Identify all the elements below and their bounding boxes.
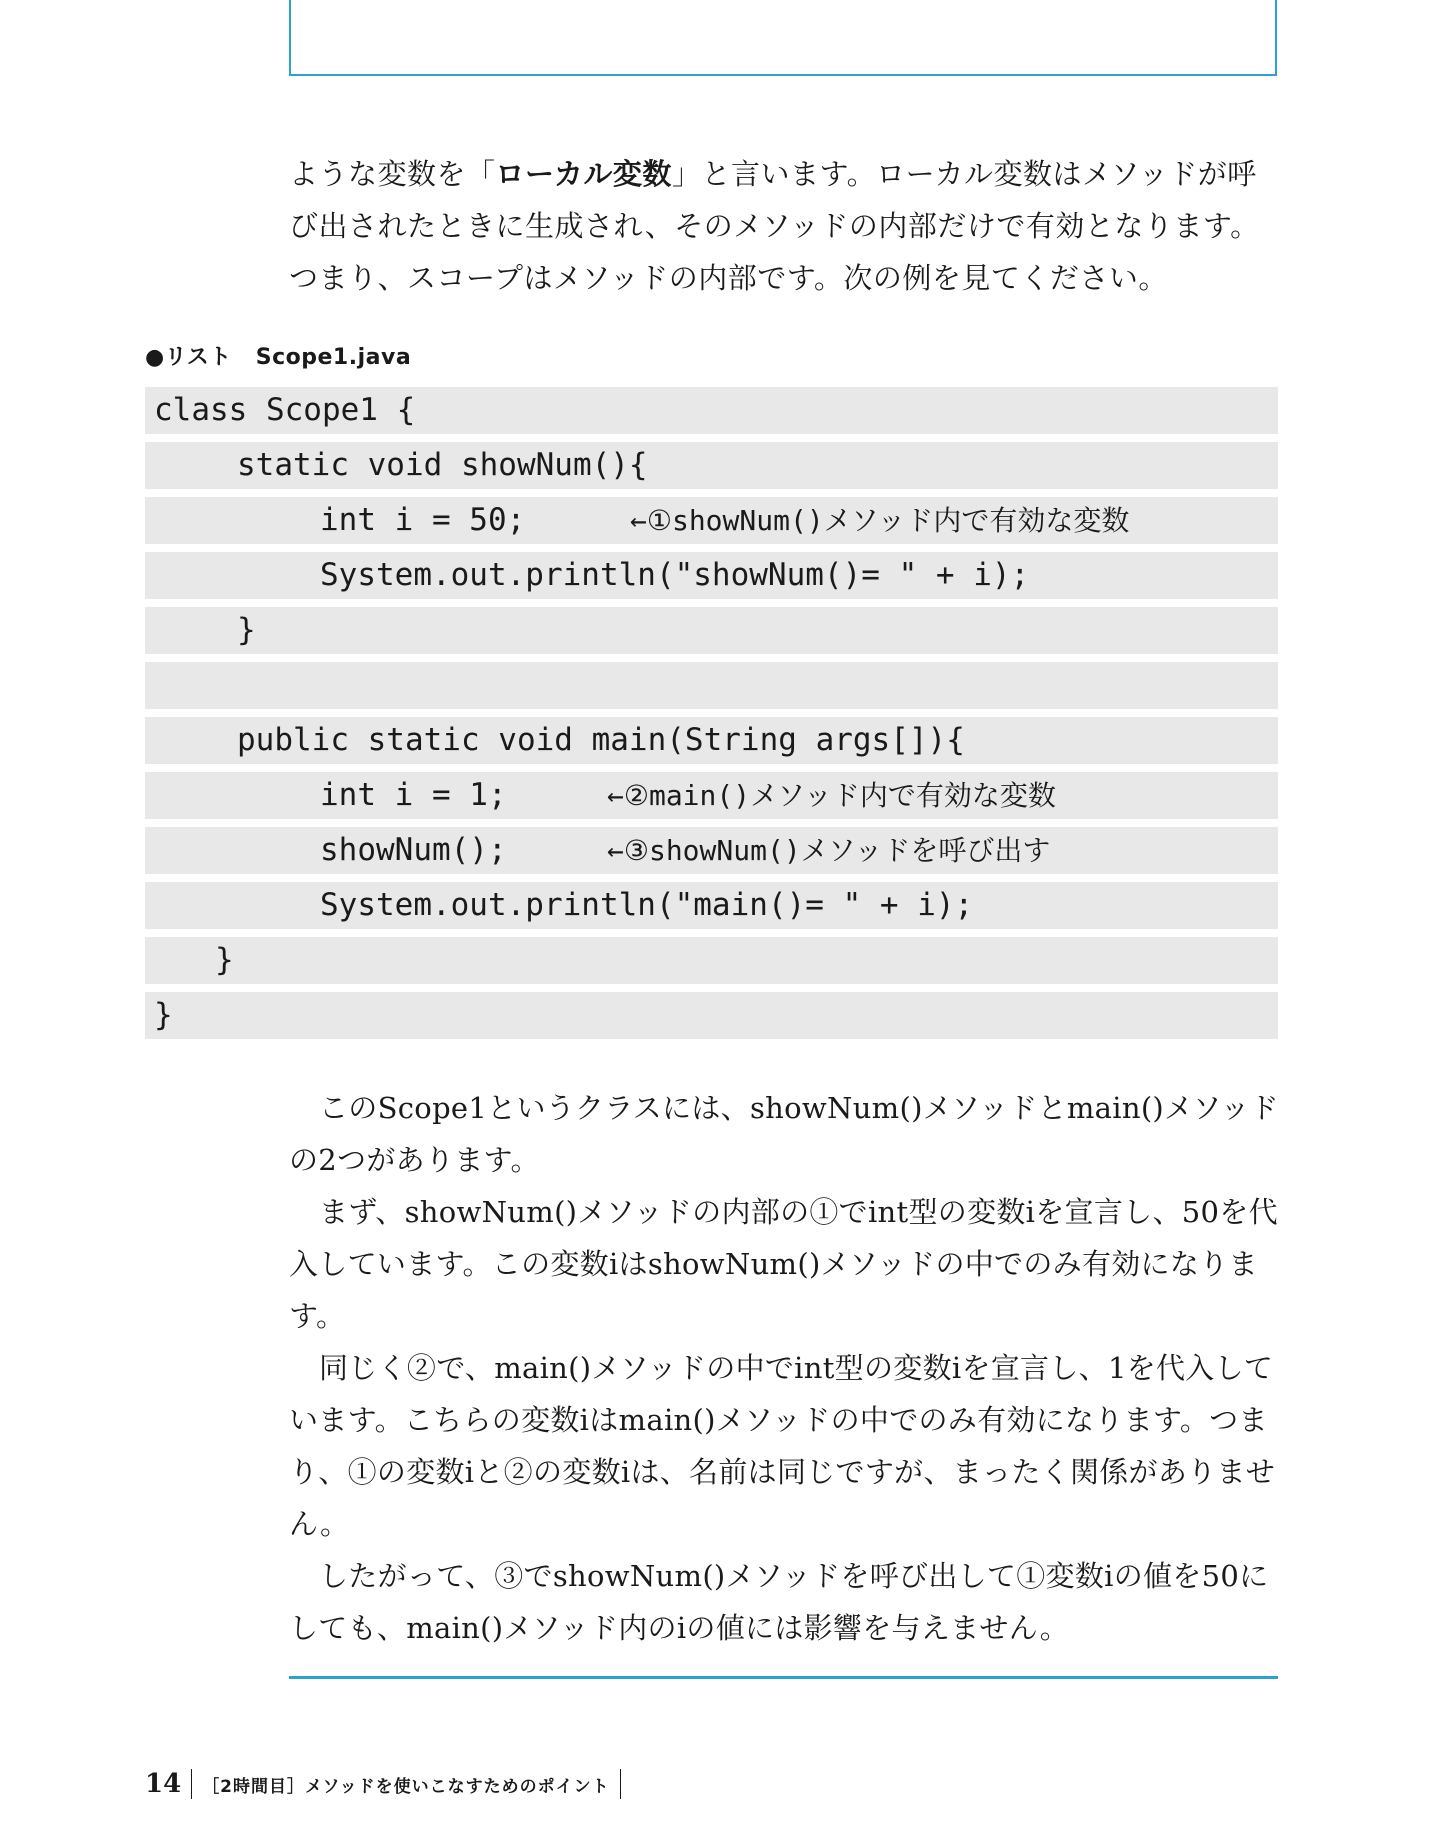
code-text: System.out.println("main()= " + i); bbox=[320, 887, 974, 923]
code-line bbox=[145, 387, 1278, 434]
code-text: } bbox=[215, 942, 234, 978]
explanation-text bbox=[289, 1082, 1279, 1654]
code-comment: ←②main()メソッド内で有効な変数 bbox=[607, 779, 1056, 812]
section-divider bbox=[289, 1676, 1278, 1679]
code-comment: ←①showNum()メソッド内で有効な変数 bbox=[630, 504, 1130, 537]
code-text: System.out.println("showNum()= " + i); bbox=[320, 557, 1030, 593]
page-footer bbox=[145, 1766, 621, 1802]
code-line bbox=[145, 607, 1278, 654]
explanation-paragraph-1: このScope1というクラスには、showNum()メソッドとmain()メソッドの2つがあります。 bbox=[289, 1091, 1279, 1177]
footer-divider bbox=[620, 1769, 621, 1799]
code-comment: ←③showNum()メソッドを呼び出す bbox=[607, 834, 1051, 867]
running-title: ［2時間目］メソッドを使いこなすためのポイント bbox=[202, 1776, 610, 1797]
code-text: public static void main(String args[]){ bbox=[237, 722, 965, 758]
code-line bbox=[145, 552, 1278, 599]
intro-line-3: つまり、スコープはメソッドの内部です。次の例を見てください。 bbox=[289, 261, 1168, 295]
explanation-paragraph-2: まず、showNum()メソッドの内部の①でint型の変数iを宣言し、50を代入しています。この変数iはshowNum()メソッドの中でのみ有効になります。 bbox=[289, 1195, 1278, 1333]
code-line bbox=[145, 442, 1278, 489]
intro-line-1-end: 」と言います。ローカル変数はメソッドが呼 bbox=[671, 157, 1257, 191]
top-frame-box bbox=[289, 0, 1277, 76]
intro-paragraph bbox=[289, 148, 1279, 304]
code-text: int i = 1; bbox=[320, 777, 507, 813]
listing-label: ●リスト bbox=[145, 345, 232, 370]
explanation-paragraph-4: したがって、③でshowNum()メソッドを呼び出して①変数iの値を50にしても、main()メソッド内のiの値には影響を与えません。 bbox=[289, 1559, 1269, 1645]
intro-line-2: び出されたときに生成され、そのメソッドの内部だけで有効となります。 bbox=[289, 209, 1260, 243]
code-listing bbox=[145, 387, 1278, 1047]
code-text: static void showNum(){ bbox=[237, 447, 648, 483]
footer-divider bbox=[191, 1769, 192, 1799]
explanation-paragraph-3: 同じく②で、main()メソッドの中でint型の変数iを宣言し、1を代入しています。こちらの変数iはmain()メソッドの中でのみ有効になります。つまり、①の変数iと②の変数iは、名前は同じですが、まったく関係がありません。 bbox=[289, 1351, 1276, 1541]
code-line bbox=[145, 992, 1278, 1039]
listing-filename: Scope1.java bbox=[255, 345, 412, 370]
code-line bbox=[145, 662, 1278, 709]
code-text: showNum(); bbox=[320, 832, 507, 868]
code-line bbox=[145, 937, 1278, 984]
code-text: int i = 50; bbox=[320, 502, 526, 538]
code-line bbox=[145, 717, 1278, 764]
code-line bbox=[145, 772, 1278, 819]
term-local-variable: ローカル変数 bbox=[495, 157, 672, 191]
code-line bbox=[145, 882, 1278, 929]
code-line bbox=[145, 497, 1278, 544]
intro-line-1-start: ような変数を「 bbox=[289, 157, 496, 191]
page-number: 14 bbox=[145, 1769, 182, 1799]
code-line bbox=[145, 827, 1278, 874]
listing-caption bbox=[145, 340, 411, 371]
intro-line-1 bbox=[289, 148, 1279, 200]
code-text: } bbox=[237, 612, 256, 648]
code-text: } bbox=[154, 997, 173, 1033]
code-text: class Scope1 { bbox=[154, 392, 416, 428]
